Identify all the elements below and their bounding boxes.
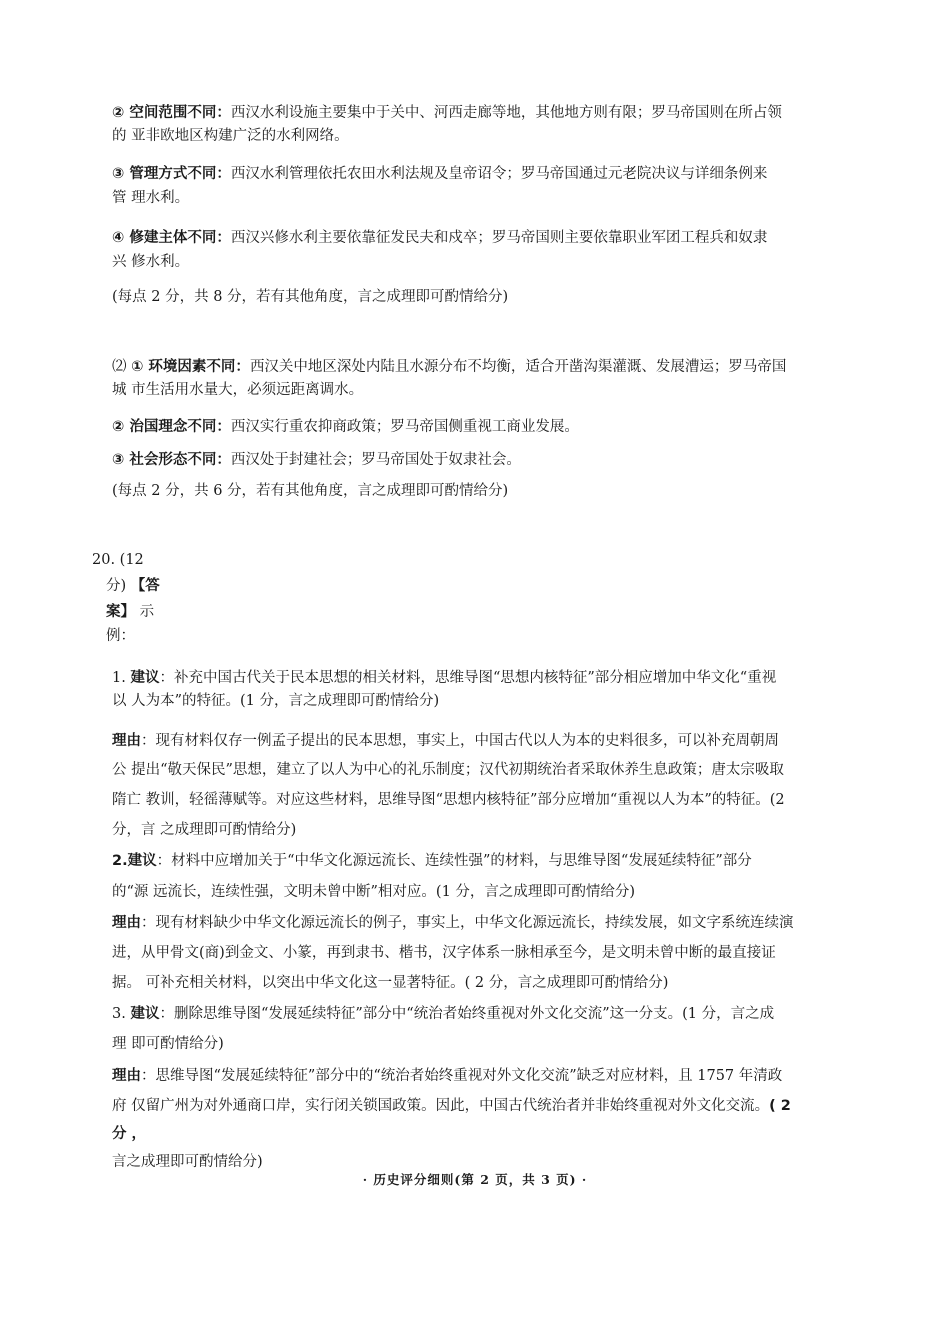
part2-point1-line2: 城 市生活用水量大，必须远距离调水。	[112, 382, 364, 398]
part1-point2-line1: ② 空间范围不同：西汉水利设施主要集中于关中、河西走廊等地，其他地方则有限；罗马帝国则在所占领	[112, 105, 782, 121]
item1-reason-line1: 理由：现有材料仅存一例孟子提出的民本思想，事实上，中国古代以人为本的史料很多，可以补充周朝周	[112, 733, 779, 749]
part1-point4-line2: 兴 修水利。	[112, 254, 190, 270]
point-label: ② 空间范围不同：	[112, 105, 231, 121]
q20-header-line1: 20. (12	[92, 552, 144, 568]
page-footer: · 历史评分细则(第 2 页，共 3 页) ·	[362, 1172, 588, 1187]
item1-suggestion-line1: 1. 建议：补充中国古代关于民本思想的相关材料，思维导图“思想内核特征”部分相应增加中华文化“重视	[112, 670, 777, 686]
part2-point2: ② 治国理念不同：西汉实行重农抑商政策；罗马帝国侧重视工商业发展。	[112, 419, 579, 435]
item3-suggestion-line2: 理 即可酌情给分)	[112, 1036, 224, 1052]
item2-reason-line3: 据。 可补充相关材料，以突出中华文化这一显著特征。( 2 分，言之成理即可酌情给分)	[112, 975, 669, 991]
part1-scoring-note: (每点 2 分，共 8 分，若有其他角度，言之成理即可酌情给分)	[112, 289, 509, 305]
part2-point1-line1: ⑵ ① 环境因素不同：西汉关中地区深处内陆且水源分布不均衡，适合开凿沟渠灌溉、发展漕运；罗马帝国	[112, 359, 787, 375]
point-label: ④ 修建主体不同：	[112, 230, 231, 246]
part1-point3-line1: ③ 管理方式不同：西汉水利管理依托农田水利法规及皇帝诏令；罗马帝国通过元老院决议与详细条例来	[112, 166, 768, 182]
q20-header-line4: 例：	[106, 628, 135, 644]
part2-scoring-note: (每点 2 分，共 6 分，若有其他角度，言之成理即可酌情给分)	[112, 483, 509, 499]
point-label: ③ 管理方式不同：	[112, 166, 231, 182]
item2-suggestion-line2: 的“源 远流长，连续性强，文明未曾中断”相对应。(1 分，言之成理即可酌情给分)	[112, 884, 636, 900]
item2-reason-line2: 进，从甲骨文(商)到金文、小篆，再到隶书、楷书，汉字体系一脉相承至今，是文明未曾中断的最直接证	[112, 945, 776, 961]
point-label: ③ 社会形态不同：	[112, 452, 231, 468]
item2-suggestion-line1: 2.建议：材料中应增加关于“中华文化源远流长、连续性强”的材料，与思维导图“发展延续特征”部分	[112, 853, 752, 869]
item2-reason-line1: 理由：现有材料缺少中华文化源远流长的例子，事实上，中华文化源远流长，持续发展，如文字系统连续演	[112, 915, 794, 931]
item1-reason-line4: 分，言 之成理即可酌情给分)	[112, 822, 297, 838]
q20-header-line3: 案】 示	[106, 604, 155, 620]
part1-point2-line2: 的 亚非欧地区构建广泛的水利网络。	[112, 128, 349, 144]
q20-header-line2: 分) 【答	[106, 578, 160, 594]
item1-reason-line3: 隋亡 教训，轻徭薄赋等。对应这些材料，思维导图“思想内核特征”部分应增加“重视以人为本”的特征。(2	[112, 792, 785, 808]
part1-point3-line2: 管 理水利。	[112, 190, 190, 206]
item1-reason-line2: 公 提出“敬天保民”思想，建立了以人为中心的礼乐制度；汉代初期统治者采取休养生息政策；唐太宗吸取	[112, 762, 784, 778]
item3-reason-line2: 府 仅留广州为对外通商口岸，实行闭关锁国政策。因此，中国古代统治者并非始终重视对外文化交流。( 2	[112, 1098, 791, 1114]
item3-reason-line4: 言之成理即可酌情给分)	[112, 1154, 263, 1170]
point-label: ② 治国理念不同：	[112, 419, 231, 435]
part1-point4-line1: ④ 修建主体不同：西汉兴修水利主要依靠征发民夫和戍卒；罗马帝国则主要依靠职业军团工程兵和奴隶	[112, 230, 768, 246]
part2-point3: ③ 社会形态不同：西汉处于封建社会；罗马帝国处于奴隶社会。	[112, 452, 521, 468]
point-label: ① 环境因素不同：	[131, 359, 250, 375]
item3-suggestion-line1: 3. 建议：删除思维导图“发展延续特征”部分中“统治者始终重视对外文化交流”这一分支。(1 分，言之成	[112, 1006, 775, 1022]
item3-reason-line1: 理由：思维导图“发展延续特征”部分中的“统治者始终重视对外文化交流”缺乏对应材料，且 1757 年清政	[112, 1068, 783, 1084]
item1-suggestion-line2: 以 人为本”的特征。(1 分，言之成理即可酌情给分)	[112, 693, 440, 709]
item3-reason-line3: 分 ，	[112, 1126, 147, 1142]
